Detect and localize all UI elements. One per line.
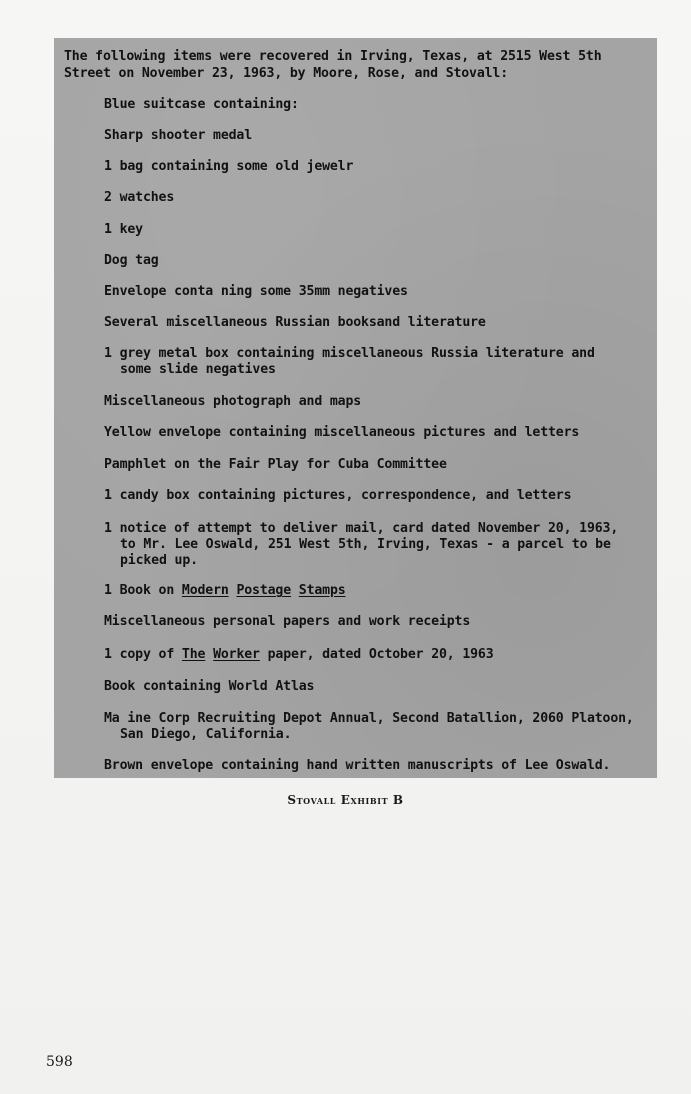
stamps-prefix: 1 Book on xyxy=(104,583,182,598)
item-dog-tag: Dog tag xyxy=(104,253,159,268)
worker-suffix: paper, dated October 20, 1963 xyxy=(259,647,494,662)
item-blue-suitcase: Blue suitcase containing: xyxy=(104,97,299,112)
item-grey-metal-box-line-2: some slide negatives xyxy=(120,362,276,377)
item-russian-books: Several miscellaneous Russian booksand literature xyxy=(104,315,486,330)
item-fair-play-pamphlet: Pamphlet on the Fair Play for Cuba Committee xyxy=(104,457,447,472)
item-mail-notice-line-1: 1 notice of attempt to deliver mail, card dated November 20, 1963, xyxy=(104,521,619,536)
worker-prefix: 1 copy of xyxy=(104,647,182,662)
item-brown-envelope: Brown envelope containing hand written manuscripts of Lee Oswald. xyxy=(104,758,611,773)
item-grey-metal-box-line-1: 1 grey metal box containing miscellaneous Russia literature and xyxy=(104,346,595,361)
page-number: 598 xyxy=(46,1054,73,1070)
item-sharp-shooter-medal: Sharp shooter medal xyxy=(104,128,253,143)
item-marine-annual-line-1: Ma ine Corp Recruiting Depot Annual, Second Batallion, 2060 Platoon, xyxy=(104,711,634,726)
item-bag-jewelry: 1 bag containing some old jewelr xyxy=(104,159,354,174)
intro-line-2: Street on November 23, 1963, by Moore, Rose, and Stovall: xyxy=(64,66,509,81)
item-envelope-negatives: Envelope conta ning some 35mm negatives xyxy=(104,284,408,299)
stamps-title-word-3: Stamps xyxy=(298,583,346,598)
item-personal-papers: Miscellaneous personal papers and work receipts xyxy=(104,614,471,629)
item-mail-notice-line-2: to Mr. Lee Oswald, 251 West 5th, Irving, Texas - a parcel to be xyxy=(120,537,611,552)
item-watches: 2 watches xyxy=(104,190,175,205)
item-marine-annual-line-2: San Diego, California. xyxy=(120,727,292,742)
exhibit-caption: Stovall Exhibit B xyxy=(287,793,404,807)
worker-title-word-2: Worker xyxy=(213,647,260,662)
item-worker-paper xyxy=(104,646,494,663)
item-postage-stamps-book xyxy=(104,582,346,599)
stamps-title-word-1: Modern xyxy=(181,583,229,598)
worker-title-word-1: The xyxy=(181,647,206,662)
item-world-atlas: Book containing World Atlas xyxy=(104,679,315,694)
item-photographs-maps: Miscellaneous photograph and maps xyxy=(104,394,362,409)
item-mail-notice-line-3: picked up. xyxy=(120,553,198,568)
intro-line-1: The following items were recovered in Irving, Texas, at 2515 West 5th xyxy=(64,49,602,64)
item-candy-box: 1 candy box containing pictures, correspondence, and letters xyxy=(104,488,572,503)
item-key: 1 key xyxy=(104,222,143,237)
stamps-title-word-2: Postage xyxy=(236,583,291,598)
item-yellow-envelope: Yellow envelope containing miscellaneous pictures and letters xyxy=(104,425,580,440)
